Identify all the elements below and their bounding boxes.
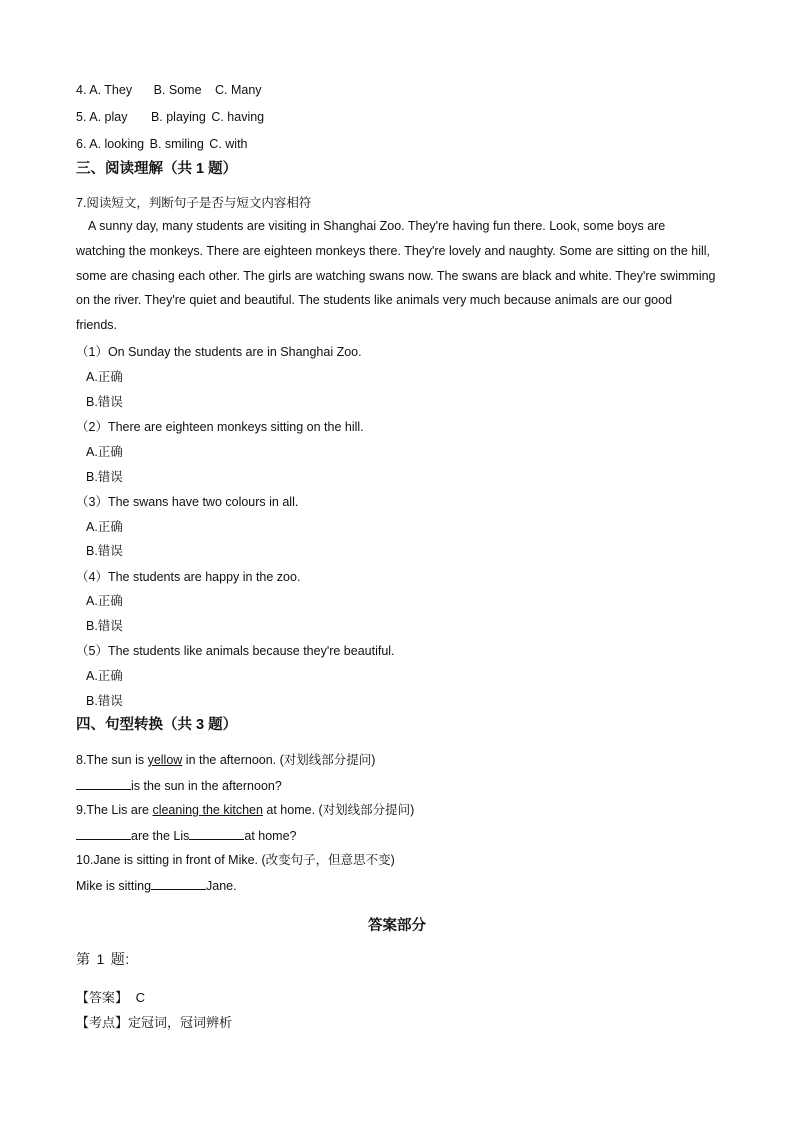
option-c: C. having — [211, 110, 265, 124]
answer-row — [76, 990, 145, 1006]
answers-title: 答案部分 — [368, 918, 426, 934]
knowledge-point-label: 【考点】 — [76, 1015, 129, 1030]
answer-option-true: A.正确 — [86, 370, 123, 384]
answer-line-10: Mike is sitting Jane. — [76, 879, 237, 893]
underlined-phrase: cleaning the kitchen — [152, 803, 263, 817]
question-10: 10.Jane is sitting in front of Mike. (改变句子，但意思不变) — [76, 853, 395, 867]
blank — [76, 827, 131, 840]
question-statement: （1）On Sunday the students are in Shanghai Zoo. — [76, 345, 362, 359]
section-heading-transform: 四、句型转换（共 3 题） — [76, 717, 238, 733]
answer-option-true: A.正确 — [86, 594, 123, 608]
option-b: B. Some — [153, 83, 202, 97]
answer-line-9: are the Lis at home? — [76, 827, 297, 844]
option-row-4: 4. A. They B. Some C. Many — [76, 83, 262, 97]
answer-value: C — [135, 990, 146, 1005]
question-statement: （3）The swans have two colours in all. — [76, 495, 299, 509]
answer-option-false: B.错误 — [86, 619, 123, 633]
option-a: A. play — [89, 110, 128, 124]
blank — [151, 877, 206, 890]
answer-option-false: B.错误 — [86, 395, 123, 409]
option-a: A. looking — [89, 137, 145, 151]
blank — [76, 777, 131, 790]
answer-line-8: is the sun in the afternoon? — [76, 777, 282, 794]
answer-option-true: A.正确 — [86, 669, 123, 683]
option-c: C. with — [209, 137, 248, 151]
option-b: B. playing — [150, 110, 206, 124]
question-8: 8.The sun is yellow in the afternoon. (对划线部分提问) — [76, 753, 376, 767]
question-statement: （4）The students are happy in the zoo. — [76, 570, 301, 584]
answer-option-false: B.错误 — [86, 544, 123, 558]
question-statement: （5）The students like animals because they're beautiful. — [76, 644, 395, 658]
reading-passage: A sunny day, many students are visiting in Shanghai Zoo. They're having fun there. Look, some boys are watching the monkeys. There are eighteen monkeys there. They're lovely and naughty. Some are sitting on the hill, some are chasing each other. The girls are watching swans now. The swans are black and white. They're swimming on the river. They're quiet and beautiful. The students like animals very much because animals are our good friends. — [76, 219, 716, 333]
option-row-5: 5. A. play B. playing C. having — [76, 110, 265, 124]
option-a: A. They — [89, 83, 133, 97]
blank — [189, 827, 244, 840]
section-heading-reading: 三、阅读理解（共 1 题） — [76, 161, 238, 177]
question-9: 9.The Lis are cleaning the kitchen at home. (对划线部分提问) — [76, 803, 415, 817]
answer-question-label: 第 1 题: — [76, 951, 130, 967]
question-instruction: 7.阅读短文，判断句子是否与短文内容相符 — [76, 196, 312, 210]
option-row-6: 6. A. looking B. smiling C. with — [76, 137, 248, 151]
answer-label: 【答案】 — [76, 990, 129, 1005]
option-b: B. smiling — [149, 137, 204, 151]
answer-option-false: B.错误 — [86, 470, 123, 484]
answer-option-true: A.正确 — [86, 520, 123, 534]
option-c: C. Many — [215, 83, 262, 97]
knowledge-point-row — [76, 1015, 232, 1031]
answer-option-false: B.错误 — [86, 694, 123, 708]
question-statement: （2）There are eighteen monkeys sitting on the hill. — [76, 420, 364, 434]
knowledge-point-value: 定冠词，冠词辨析 — [128, 1015, 233, 1030]
answer-option-true: A.正确 — [86, 445, 123, 459]
underlined-phrase: yellow — [147, 753, 183, 767]
